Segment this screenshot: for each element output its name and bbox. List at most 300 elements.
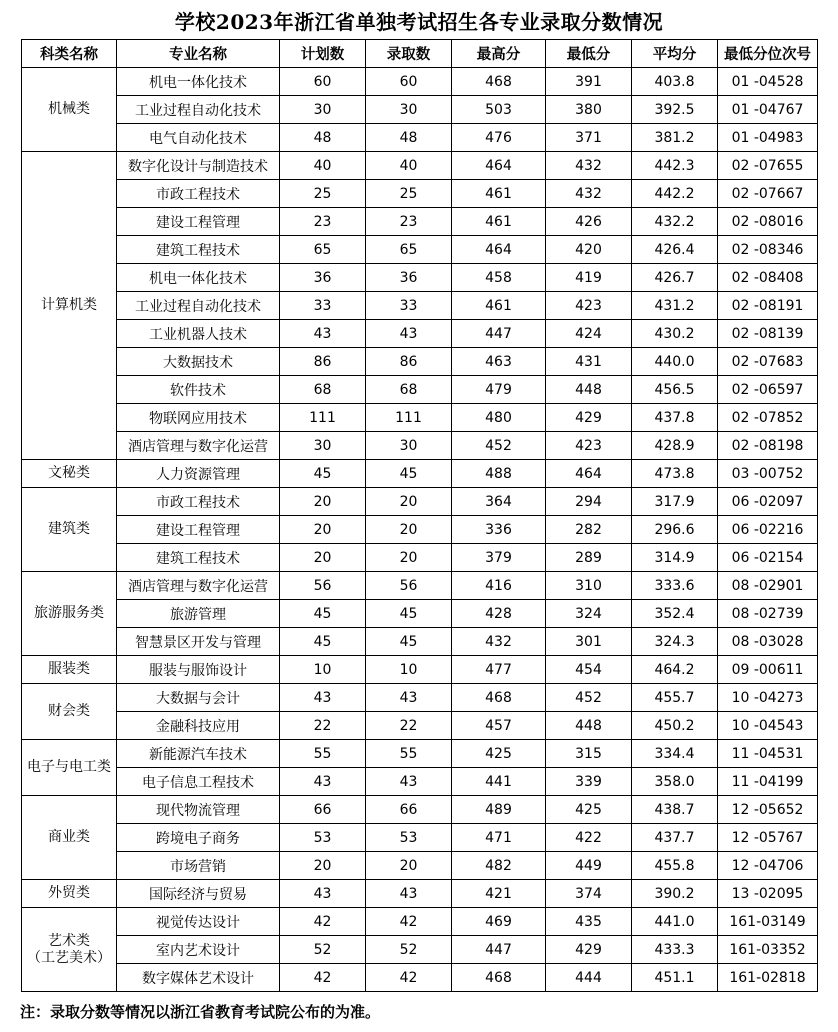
max-score: 471 (452, 824, 546, 852)
plan-count: 65 (280, 236, 366, 264)
admitted-count: 56 (366, 572, 452, 600)
min-rank: 03 -00752 (718, 460, 818, 488)
min-score: 431 (546, 348, 632, 376)
min-score: 380 (546, 96, 632, 124)
header-admitted: 录取数 (366, 40, 452, 68)
plan-count: 20 (280, 488, 366, 516)
category-cell (22, 460, 117, 488)
major-name: 国际经济与贸易 (117, 880, 280, 908)
min-score: 429 (546, 936, 632, 964)
min-rank: 06 -02216 (718, 516, 818, 544)
min-score: 424 (546, 320, 632, 348)
min-score: 420 (546, 236, 632, 264)
avg-score: 455.7 (632, 684, 718, 712)
major-name: 机电一体化技术 (117, 68, 280, 96)
min-rank: 10 -04273 (718, 684, 818, 712)
max-score: 463 (452, 348, 546, 376)
avg-score: 438.7 (632, 796, 718, 824)
plan-count: 55 (280, 740, 366, 768)
major-name: 建筑工程技术 (117, 544, 280, 572)
min-score: 432 (546, 180, 632, 208)
plan-count: 52 (280, 936, 366, 964)
avg-score: 296.6 (632, 516, 718, 544)
max-score: 482 (452, 852, 546, 880)
min-score: 371 (546, 124, 632, 152)
max-score: 468 (452, 684, 546, 712)
avg-score: 441.0 (632, 908, 718, 936)
category-cell (22, 684, 117, 740)
avg-score: 456.5 (632, 376, 718, 404)
avg-score: 473.8 (632, 460, 718, 488)
admitted-count: 30 (366, 432, 452, 460)
table-row (22, 936, 818, 964)
max-score: 489 (452, 796, 546, 824)
avg-score: 381.2 (632, 124, 718, 152)
min-score: 301 (546, 628, 632, 656)
avg-score: 450.2 (632, 712, 718, 740)
table-body (22, 68, 818, 992)
major-name: 建设工程管理 (117, 516, 280, 544)
min-score: 435 (546, 908, 632, 936)
admitted-count: 45 (366, 460, 452, 488)
admitted-count: 86 (366, 348, 452, 376)
max-score: 477 (452, 656, 546, 684)
table-row (22, 320, 818, 348)
plan-count: 56 (280, 572, 366, 600)
category-cell (22, 572, 117, 656)
min-rank: 02 -08408 (718, 264, 818, 292)
table-row (22, 628, 818, 656)
header-avg-score: 平均分 (632, 40, 718, 68)
category-label: 机械类 (48, 101, 90, 117)
admitted-count: 25 (366, 180, 452, 208)
header-major: 专业名称 (117, 40, 280, 68)
avg-score: 358.0 (632, 768, 718, 796)
avg-score: 334.4 (632, 740, 718, 768)
header-category: 科类名称 (22, 40, 117, 68)
plan-count: 22 (280, 712, 366, 740)
min-rank: 10 -04543 (718, 712, 818, 740)
min-score: 449 (546, 852, 632, 880)
plan-count: 30 (280, 96, 366, 124)
min-score: 422 (546, 824, 632, 852)
min-rank: 161-03352 (718, 936, 818, 964)
min-rank: 12 -05767 (718, 824, 818, 852)
table-row (22, 264, 818, 292)
major-name: 数字化设计与制造技术 (117, 152, 280, 180)
min-rank: 02 -07852 (718, 404, 818, 432)
major-name: 室内艺术设计 (117, 936, 280, 964)
category-cell (22, 880, 117, 908)
admitted-count: 45 (366, 628, 452, 656)
min-rank: 161-03149 (718, 908, 818, 936)
plan-count: 10 (280, 656, 366, 684)
table-row (22, 796, 818, 824)
max-score: 336 (452, 516, 546, 544)
category-cell (22, 152, 117, 460)
max-score: 452 (452, 432, 546, 460)
major-name: 视觉传达设计 (117, 908, 280, 936)
avg-score: 440.0 (632, 348, 718, 376)
major-name: 电子信息工程技术 (117, 768, 280, 796)
plan-count: 43 (280, 768, 366, 796)
plan-count: 43 (280, 320, 366, 348)
max-score: 468 (452, 964, 546, 992)
max-score: 458 (452, 264, 546, 292)
min-rank: 02 -07683 (718, 348, 818, 376)
table-row (22, 236, 818, 264)
table-row (22, 488, 818, 516)
avg-score: 426.4 (632, 236, 718, 264)
plan-count: 23 (280, 208, 366, 236)
category-label: 文秘类 (48, 465, 90, 481)
table-row (22, 348, 818, 376)
table-row (22, 516, 818, 544)
plan-count: 68 (280, 376, 366, 404)
min-score: 339 (546, 768, 632, 796)
min-score: 429 (546, 404, 632, 432)
min-rank: 08 -02739 (718, 600, 818, 628)
category-label: 旅游服务类 (34, 605, 104, 621)
avg-score: 437.7 (632, 824, 718, 852)
avg-score: 426.7 (632, 264, 718, 292)
avg-score: 451.1 (632, 964, 718, 992)
table-row (22, 180, 818, 208)
avg-score: 464.2 (632, 656, 718, 684)
min-score: 310 (546, 572, 632, 600)
table-row (22, 712, 818, 740)
min-rank: 161-02818 (718, 964, 818, 992)
page-title: 学校2023年浙江省单独考试招生各专业录取分数情况 (174, 10, 664, 34)
max-score: 441 (452, 768, 546, 796)
avg-score: 428.9 (632, 432, 718, 460)
plan-count: 42 (280, 908, 366, 936)
min-score: 423 (546, 432, 632, 460)
plan-count: 60 (280, 68, 366, 96)
category-label: 服装类 (48, 661, 90, 677)
min-rank: 08 -03028 (718, 628, 818, 656)
category-label: 财会类 (48, 703, 90, 719)
max-score: 447 (452, 320, 546, 348)
table-row (22, 908, 818, 936)
major-name: 软件技术 (117, 376, 280, 404)
plan-count: 42 (280, 964, 366, 992)
admitted-count: 36 (366, 264, 452, 292)
category-label: 建筑类 (48, 521, 90, 537)
table-row (22, 544, 818, 572)
plan-count: 45 (280, 600, 366, 628)
max-score: 464 (452, 236, 546, 264)
table-row (22, 656, 818, 684)
category-cell (22, 656, 117, 684)
min-rank: 02 -08198 (718, 432, 818, 460)
min-score: 425 (546, 796, 632, 824)
min-score: 454 (546, 656, 632, 684)
max-score: 461 (452, 208, 546, 236)
min-rank: 11 -04199 (718, 768, 818, 796)
max-score: 464 (452, 152, 546, 180)
plan-count: 43 (280, 880, 366, 908)
table-row (22, 376, 818, 404)
avg-score: 390.2 (632, 880, 718, 908)
max-score: 432 (452, 628, 546, 656)
max-score: 479 (452, 376, 546, 404)
min-score: 391 (546, 68, 632, 96)
admitted-count: 43 (366, 768, 452, 796)
min-score: 374 (546, 880, 632, 908)
avg-score: 431.2 (632, 292, 718, 320)
min-score: 419 (546, 264, 632, 292)
plan-count: 36 (280, 264, 366, 292)
admitted-count: 43 (366, 320, 452, 348)
table-row (22, 96, 818, 124)
avg-score: 317.9 (632, 488, 718, 516)
table-row (22, 152, 818, 180)
min-score: 289 (546, 544, 632, 572)
plan-count: 20 (280, 852, 366, 880)
admitted-count: 23 (366, 208, 452, 236)
major-name: 新能源汽车技术 (117, 740, 280, 768)
max-score: 468 (452, 68, 546, 96)
admitted-count: 30 (366, 96, 452, 124)
table-row (22, 432, 818, 460)
table-row (22, 572, 818, 600)
admitted-count: 20 (366, 544, 452, 572)
min-rank: 02 -07655 (718, 152, 818, 180)
admitted-count: 43 (366, 684, 452, 712)
min-rank: 02 -07667 (718, 180, 818, 208)
min-score: 448 (546, 376, 632, 404)
category-label: （工艺美术） (27, 949, 111, 966)
admitted-count: 20 (366, 516, 452, 544)
plan-count: 86 (280, 348, 366, 376)
admitted-count: 42 (366, 964, 452, 992)
avg-score: 442.3 (632, 152, 718, 180)
header-plan: 计划数 (280, 40, 366, 68)
major-name: 数字媒体艺术设计 (117, 964, 280, 992)
max-score: 469 (452, 908, 546, 936)
admitted-count: 10 (366, 656, 452, 684)
max-score: 416 (452, 572, 546, 600)
admitted-count: 20 (366, 852, 452, 880)
min-rank: 12 -05652 (718, 796, 818, 824)
min-score: 452 (546, 684, 632, 712)
category-cell (22, 68, 117, 152)
min-score: 282 (546, 516, 632, 544)
major-name: 建设工程管理 (117, 208, 280, 236)
admitted-count: 60 (366, 68, 452, 96)
max-score: 476 (452, 124, 546, 152)
min-rank: 02 -08191 (718, 292, 818, 320)
min-score: 426 (546, 208, 632, 236)
avg-score: 437.8 (632, 404, 718, 432)
category-cell (22, 488, 117, 572)
major-name: 工业机器人技术 (117, 320, 280, 348)
avg-score: 430.2 (632, 320, 718, 348)
max-score: 379 (452, 544, 546, 572)
min-score: 423 (546, 292, 632, 320)
min-rank: 02 -06597 (718, 376, 818, 404)
min-score: 324 (546, 600, 632, 628)
admitted-count: 22 (366, 712, 452, 740)
table-row (22, 68, 818, 96)
plan-count: 45 (280, 628, 366, 656)
admitted-count: 111 (366, 404, 452, 432)
header-max-score: 最高分 (452, 40, 546, 68)
min-score: 464 (546, 460, 632, 488)
table-row (22, 880, 818, 908)
max-score: 503 (452, 96, 546, 124)
avg-score: 403.8 (632, 68, 718, 96)
major-name: 跨境电子商务 (117, 824, 280, 852)
min-rank: 02 -08346 (718, 236, 818, 264)
table-header-row (22, 40, 818, 68)
category-label: 计算机类 (41, 297, 97, 313)
table-row (22, 740, 818, 768)
avg-score: 352.4 (632, 600, 718, 628)
min-rank: 01 -04767 (718, 96, 818, 124)
avg-score: 333.6 (632, 572, 718, 600)
plan-count: 111 (280, 404, 366, 432)
min-score: 432 (546, 152, 632, 180)
admitted-count: 66 (366, 796, 452, 824)
header-min-score: 最低分 (546, 40, 632, 68)
max-score: 425 (452, 740, 546, 768)
min-rank: 08 -02901 (718, 572, 818, 600)
min-rank: 01 -04528 (718, 68, 818, 96)
table-row (22, 208, 818, 236)
min-rank: 11 -04531 (718, 740, 818, 768)
table-row (22, 684, 818, 712)
admitted-count: 52 (366, 936, 452, 964)
avg-score: 324.3 (632, 628, 718, 656)
footnote: 注：录取分数等情况以浙江省教育考试院公布的为准。 (20, 1003, 381, 1021)
major-name: 人力资源管理 (117, 460, 280, 488)
major-name: 酒店管理与数字化运营 (117, 572, 280, 600)
major-name: 金融科技应用 (117, 712, 280, 740)
category-cell (22, 740, 117, 796)
category-label: 电子与电工类 (27, 759, 111, 775)
min-score: 294 (546, 488, 632, 516)
table-row (22, 964, 818, 992)
major-name: 市政工程技术 (117, 488, 280, 516)
avg-score: 442.2 (632, 180, 718, 208)
max-score: 421 (452, 880, 546, 908)
table-row (22, 124, 818, 152)
major-name: 大数据技术 (117, 348, 280, 376)
admitted-count: 40 (366, 152, 452, 180)
table-row (22, 824, 818, 852)
category-cell (22, 796, 117, 880)
major-name: 服装与服饰设计 (117, 656, 280, 684)
admitted-count: 68 (366, 376, 452, 404)
min-rank: 12 -04706 (718, 852, 818, 880)
min-rank: 06 -02097 (718, 488, 818, 516)
min-rank: 01 -04983 (718, 124, 818, 152)
max-score: 447 (452, 936, 546, 964)
major-name: 现代物流管理 (117, 796, 280, 824)
min-rank: 13 -02095 (718, 880, 818, 908)
admitted-count: 48 (366, 124, 452, 152)
table-row (22, 404, 818, 432)
category-cell (22, 908, 117, 992)
major-name: 物联网应用技术 (117, 404, 280, 432)
major-name: 工业过程自动化技术 (117, 96, 280, 124)
avg-score: 392.5 (632, 96, 718, 124)
min-score: 444 (546, 964, 632, 992)
max-score: 480 (452, 404, 546, 432)
max-score: 461 (452, 180, 546, 208)
category-label: 外贸类 (48, 885, 90, 901)
max-score: 428 (452, 600, 546, 628)
admitted-count: 45 (366, 600, 452, 628)
major-name: 智慧景区开发与管理 (117, 628, 280, 656)
min-rank: 09 -00611 (718, 656, 818, 684)
avg-score: 432.2 (632, 208, 718, 236)
max-score: 461 (452, 292, 546, 320)
major-name: 市政工程技术 (117, 180, 280, 208)
avg-score: 455.8 (632, 852, 718, 880)
category-label: 艺术类 (48, 932, 90, 949)
min-score: 315 (546, 740, 632, 768)
major-name: 市场营销 (117, 852, 280, 880)
min-rank: 02 -08139 (718, 320, 818, 348)
plan-count: 45 (280, 460, 366, 488)
min-score: 448 (546, 712, 632, 740)
plan-count: 25 (280, 180, 366, 208)
table-row (22, 600, 818, 628)
header-min-rank: 最低分位次号 (718, 40, 818, 68)
major-name: 大数据与会计 (117, 684, 280, 712)
plan-count: 43 (280, 684, 366, 712)
plan-count: 20 (280, 516, 366, 544)
admitted-count: 55 (366, 740, 452, 768)
table-row (22, 292, 818, 320)
plan-count: 53 (280, 824, 366, 852)
admitted-count: 43 (366, 880, 452, 908)
table-row (22, 768, 818, 796)
max-score: 364 (452, 488, 546, 516)
avg-score: 314.9 (632, 544, 718, 572)
plan-count: 30 (280, 432, 366, 460)
max-score: 488 (452, 460, 546, 488)
plan-count: 20 (280, 544, 366, 572)
table-row (22, 852, 818, 880)
plan-count: 40 (280, 152, 366, 180)
admitted-count: 33 (366, 292, 452, 320)
major-name: 电气自动化技术 (117, 124, 280, 152)
admitted-count: 65 (366, 236, 452, 264)
major-name: 工业过程自动化技术 (117, 292, 280, 320)
plan-count: 66 (280, 796, 366, 824)
major-name: 建筑工程技术 (117, 236, 280, 264)
major-name: 旅游管理 (117, 600, 280, 628)
plan-count: 33 (280, 292, 366, 320)
min-rank: 02 -08016 (718, 208, 818, 236)
table-row (22, 460, 818, 488)
major-name: 酒店管理与数字化运营 (117, 432, 280, 460)
admission-scores-table (21, 39, 818, 992)
admitted-count: 53 (366, 824, 452, 852)
admitted-count: 20 (366, 488, 452, 516)
max-score: 457 (452, 712, 546, 740)
min-rank: 06 -02154 (718, 544, 818, 572)
avg-score: 433.3 (632, 936, 718, 964)
category-label: 商业类 (48, 829, 90, 845)
major-name: 机电一体化技术 (117, 264, 280, 292)
admitted-count: 42 (366, 908, 452, 936)
plan-count: 48 (280, 124, 366, 152)
